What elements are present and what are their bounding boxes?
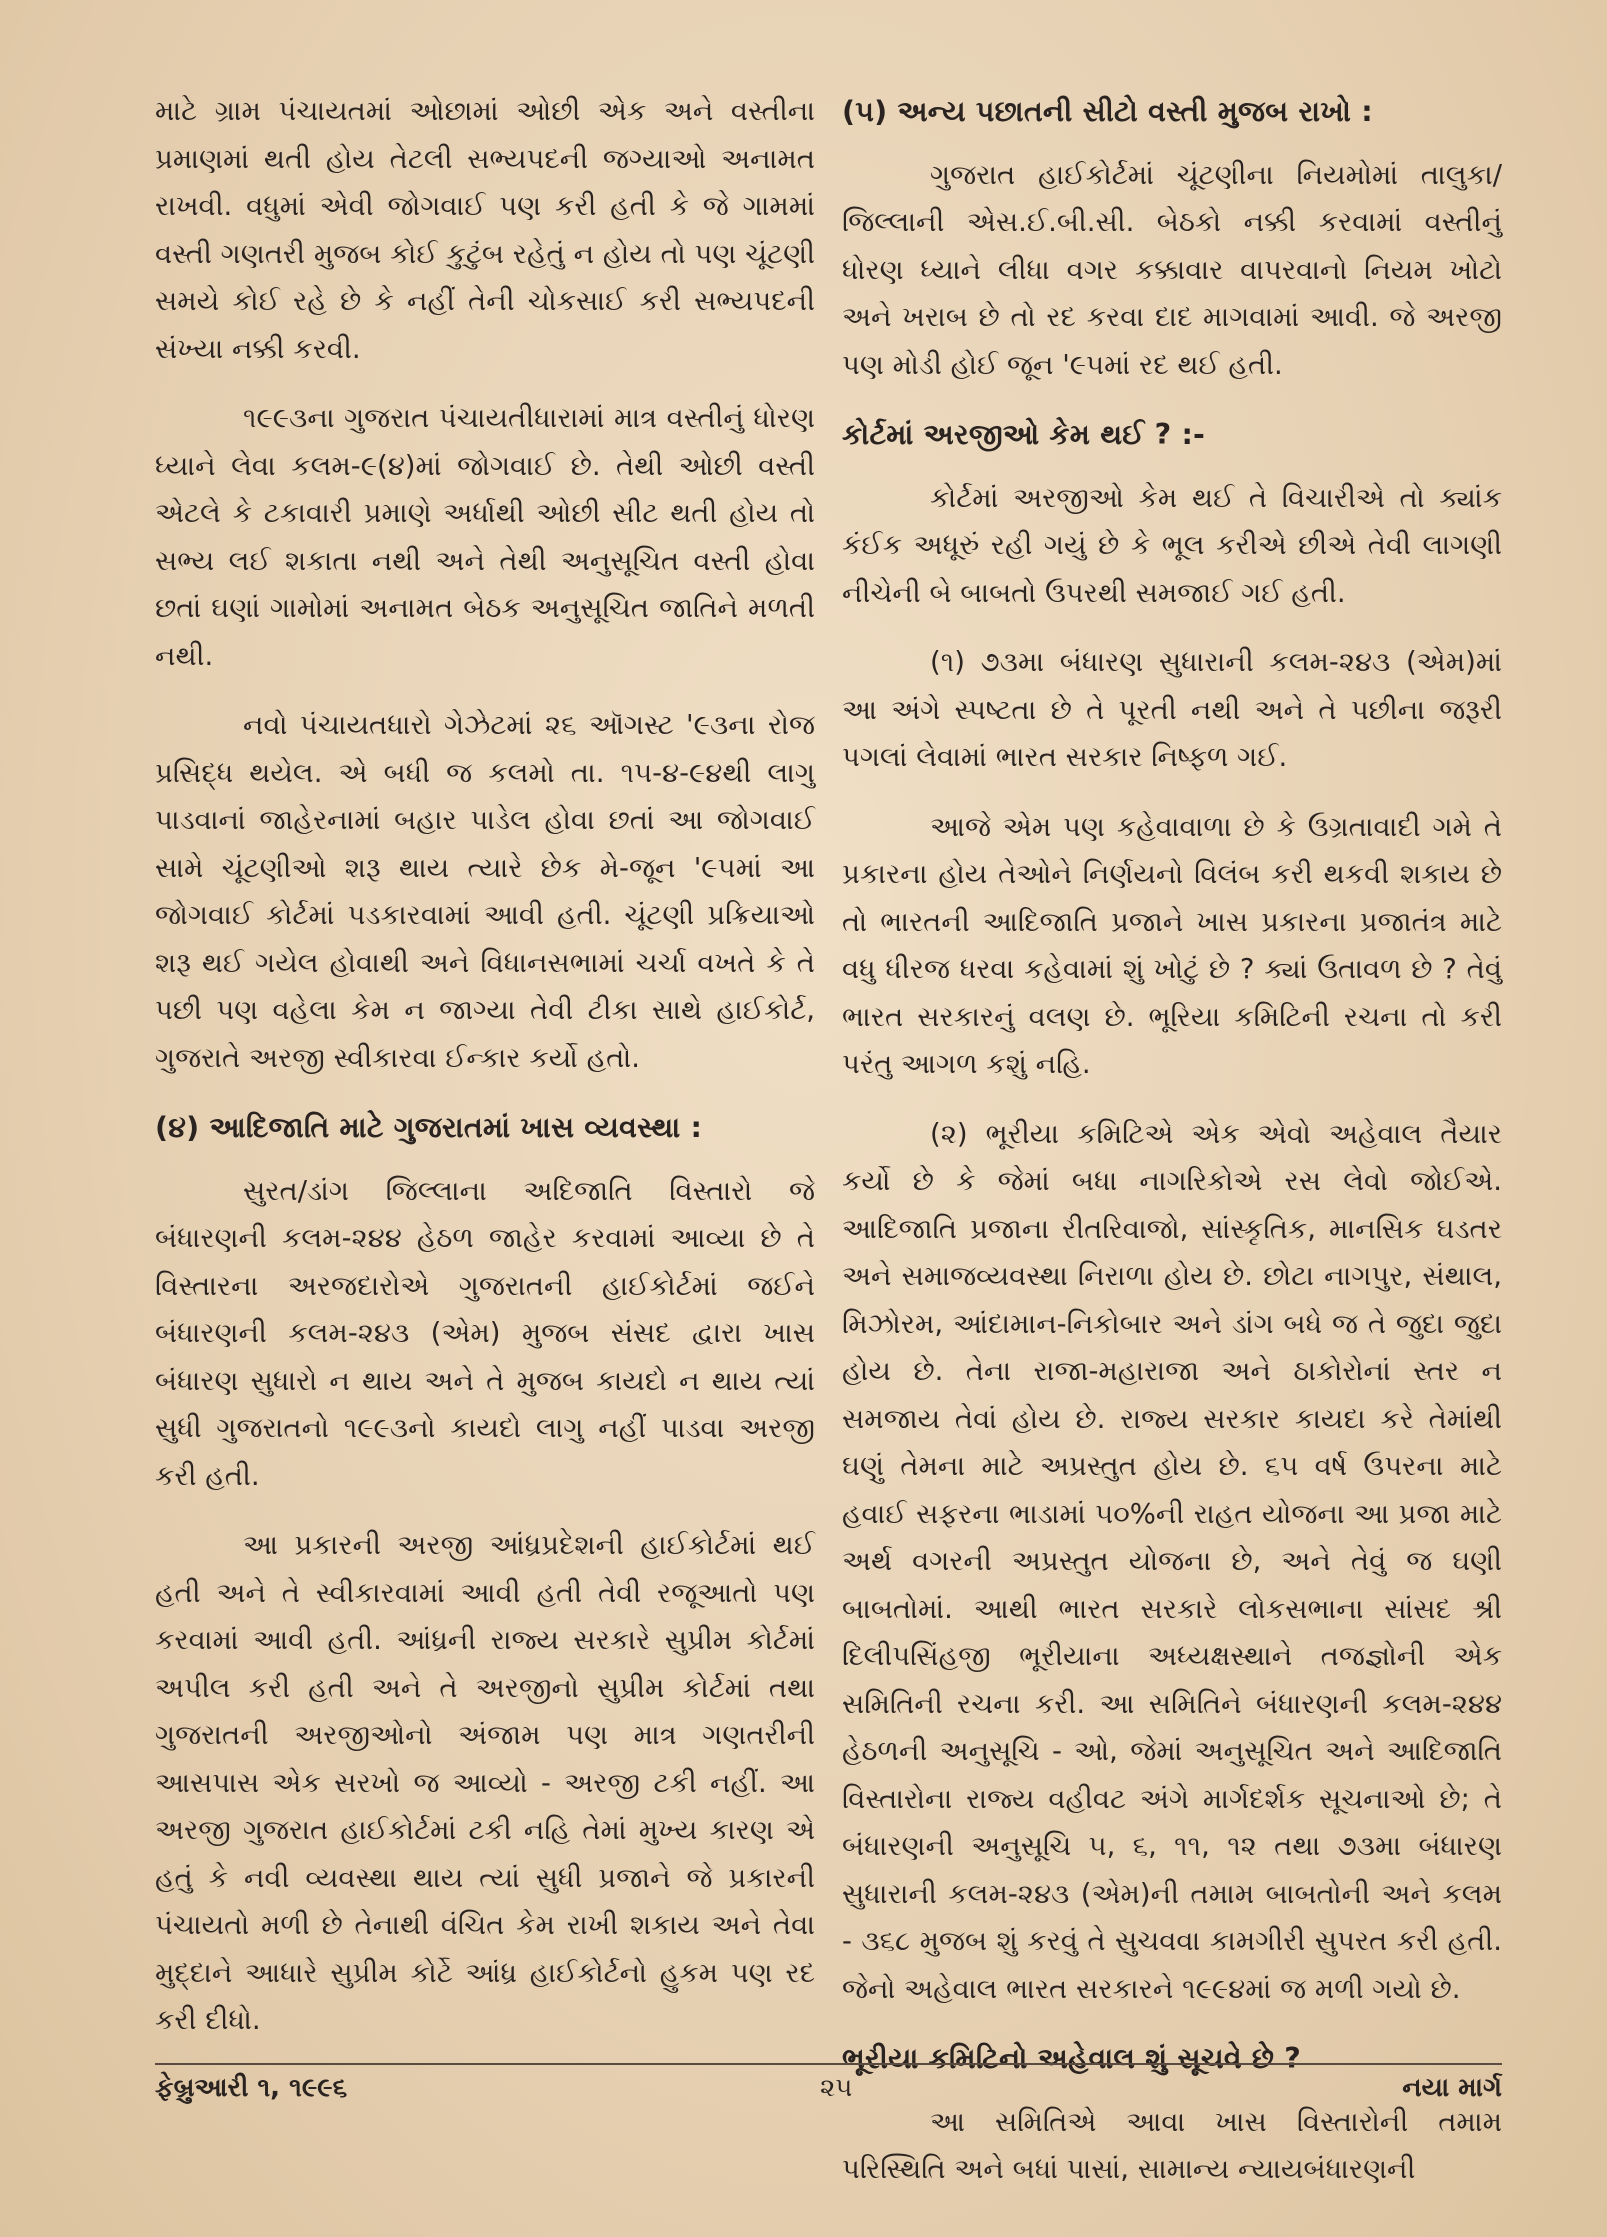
paragraph: (૨) ભૂરીયા કમિટિએ એક એવો અહેવાલ તૈયાર કર્યો છે કે જેમાં બધા નાગરિકોએ રસ લેવો જોઈએ. આદિજાતિ પ્રજાના રીતરિવાજો, સાંસ્કૃતિક, માનસિક ઘડતર અને સમાજવ્યવસ્થા નિરાળા હોય છે. છોટા નાગપુર, સંથાલ, મિઝોરમ, આંદામાન-નિકોબાર અને ડાંગ બધે જ તે જુદા જુદા હોય છે. તેના રાજા-મહારાજા અને ઠાકોરોનાં સ્તર ન સમજાય તેવાં હોય છે. રાજ્ય સરકાર કાયદા કરે તેમાંથી ઘણું તેમના માટે અપ્રસ્તુત હોય છે. ૬૫ વર્ષ ઉપરના માટે હવાઈ સફરના ભાડામાં ૫૦%ની રાહત યોજના આ પ્રજા માટે અર્થ વગરની અપ્રસ્તુત યોજના છે, અને તેવું જ ઘણી બાબતોમાં. આથી ભારત સરકારે લોકસભાના સાંસદ શ્રી દિલીપસિંહજી ભૂરીયાના અધ્યક્ષસ્થાને તજજ્ઞોની એક સમિતિની રચના કરી. આ સમિતિને બંધારણની કલમ-૨૪૪ હેઠળની અનુસૂચિ - ઓ, જેમાં અનુસૂચિત અને આદિજાતિ વિસ્તારોના રાજ્ય વહીવટ અંગે માર્ગદર્શક સૂચનાઓ છે; તે બંધારણની અનુસૂચિ ૫, ૬, ૧૧, ૧૨ તથા ૭૩મા બંધારણ સુધારાની કલમ-૨૪૩ (એમ)ની તમામ બાબતોની અને કલમ - ૩૬૮ મુજબ શું કરવું તે સુચવવા કામગીરી સુપરત કરી હતી. જેનો અહેવાલ ભારત સરકારને ૧૯૯૪માં જ મળી ગયો છે. bbox=[842, 1117, 1502, 2005]
footer-date: ફેબ્રુઆરી ૧, ૧૯૯૬ bbox=[155, 2073, 348, 2103]
page-number: ૨૫ bbox=[820, 2073, 853, 2103]
page-footer bbox=[155, 2073, 1502, 2113]
paragraph: ૧૯૯૩ના ગુજરાત પંચાયતીધારામાં માત્ર વસ્તીનું ધોરણ ધ્યાને લેવા કલમ-૯(૪)માં જોગવાઈ છે. તેથી ઓછી વસ્તી એટલે કે ટકાવારી પ્રમાણે અર્ધાથી ઓછી સીટ થતી હોય તો સભ્ય લઈ શકાતા નથી અને તેથી અનુસૂચિત વસ્તી હોવા છતાં ઘણાં ગામોમાં અનામત બેઠક અનુસૂચિત જાતિને મળતી નથી. bbox=[155, 402, 815, 672]
paragraph: નવો પંચાયતધારો ગેઝેટમાં ૨૬ ઑગસ્ટ '૯૩ના રોજ પ્રસિદ્ધ થયેલ. એ બધી જ કલમો તા. ૧૫-૪-૯૪થી લાગુ પાડવાનાં જાહેરનામાં બહાર પાડેલ હોવા છતાં આ જોગવાઈ સામે ચૂંટણીઓ શરૂ થાય ત્યારે છેક મે-જૂન '૯૫માં આ જોગવાઈ કોર્ટમાં પડકારવામાં આવી હતી. ચૂંટણી પ્રક્રિયાઓ શરૂ થઈ ગયેલ હોવાથી અને વિધાનસભામાં ચર્ચા વખતે કે તે પછી પણ વહેલા કેમ ન જાગ્યા તેવી ટીકા સાથે હાઈકોર્ટ, ગુજરાતે અરજી સ્વીકારવા ઈન્કાર કર્યો હતો. bbox=[155, 709, 815, 1074]
paragraph: આજે એમ પણ કહેવાવાળા છે કે ઉગ્રતાવાદી ગમે તે પ્રકારના હોય તેઓને નિર્ણયનો વિલંબ કરી થકવી શકાય છે તો ભારતની આદિજાતિ પ્રજાને ખાસ પ્રકારના પ્રજાતંત્ર માટે વધુ ધીરજ ધરવા કહેવામાં શું ખોટું છે ? ક્યાં ઉતાવળ છે ? તેવું ભારત સરકારનું વલણ છે. ભૂરિયા કમિટિની રચના તો કરી પરંતુ આગળ કશું નહિ. bbox=[842, 810, 1502, 1080]
paragraph: આ પ્રકારની અરજી આંધ્રપ્રદેશની હાઈકોર્ટમાં થઈ હતી અને તે સ્વીકારવામાં આવી હતી તેવી રજૂઆતો પણ કરવામાં આવી હતી. આંધ્રની રાજ્ય સરકારે સુપ્રીમ કોર્ટમાં અપીલ કરી હતી અને તે અરજીનો સુપ્રીમ કોર્ટમાં તથા ગુજરાતની અરજીઓનો અંજામ પણ માત્ર ગણતરીની આસપાસ એક સરખો જ આવ્યો - અરજી ટકી નહીં. આ અરજી ગુજરાત હાઈકોર્ટમાં ટકી નહિ તેમાં મુખ્ય કારણ એ હતું કે નવી વ્યવસ્થા થાય ત્યાં સુધી પ્રજાને જે પ્રકારની પંચાયતો મળી છે તેનાથી વંચિત કેમ રાખી શકાય અને તેવા મુદ્દાને આધારે સુપ્રીમ કોર્ટે આંધ્ર હાઈકોર્ટનો હુકમ પણ રદ કરી દીધો. bbox=[155, 1529, 815, 2036]
paragraph: (૧) ૭૩મા બંધારણ સુધારાની કલમ-૨૪૩ (એમ)માં આ અંગે સ્પષ્ટતા છે તે પૂરતી નથી અને તે પછીના જરૂરી પગલાં લેવામાં ભારત સરકાર નિષ્ફળ ગઈ. bbox=[842, 646, 1502, 773]
paragraph: કોર્ટમાં અરજીઓ કેમ થઈ તે વિચારીએ તો ક્યાંક કંઈક અધૂરું રહી ગયું છે કે ભૂલ કરીએ છીએ તેવી લાગણી નીચેની બે બાબતો ઉપરથી સમજાઈ ગઈ હતી. bbox=[842, 481, 1502, 609]
footer-divider bbox=[155, 2063, 1502, 2065]
right-column bbox=[842, 88, 1502, 2216]
section-heading: કોર્ટમાં અરજીઓ કેમ થઈ ? :- bbox=[842, 418, 1206, 451]
section-heading: (૫) અન્ય પછાતની સીટો વસ્તી મુજબ રાખો : bbox=[842, 95, 1373, 128]
paragraph: માટે ગ્રામ પંચાયતમાં ઓછામાં ઓછી એક અને વસ્તીના પ્રમાણમાં થતી હોય તેટલી સભ્યપદની જગ્યાઓ અનામત રાખવી. વધુમાં એવી જોગવાઈ પણ કરી હતી કે જે ગામમાં વસ્તી ગણતરી મુજબ કોઈ કુટુંબ રહેતું ન હોય તો પણ ચૂંટણી સમયે કોઈ રહે છે કે નહીં તેની ચોકસાઈ કરી સભ્યપદની સંખ્યા નક્કી કરવી. bbox=[155, 95, 815, 365]
paragraph: ગુજરાત હાઈકોર્ટમાં ચૂંટણીના નિયમોમાં તાલુકા/જિલ્લાની એસ.ઈ.બી.સી. બેઠકો નક્કી કરવામાં વસ્તીનું ધોરણ ધ્યાને લીધા વગર કક્કાવાર વાપરવાનો નિયમ ખોટો અને ખરાબ છે તો રદ કરવા દાદ માગવામાં આવી. જે અરજી પણ મોડી હોઈ જૂન '૯૫માં રદ થઈ હતી. bbox=[842, 158, 1502, 381]
paragraph: આ સમિતિએ આવા ખાસ વિસ્તારોની તમામ પરિસ્થિતિ અને બધાં પાસાં, સામાન્ય ન્યાયબંધારણની bbox=[842, 2105, 1502, 2185]
paragraph: સુરત/ડાંગ જિલ્લાના અદિજાતિ વિસ્તારો જે બંધારણની કલમ-૨૪૪ હેઠળ જાહેર કરવામાં આવ્યા છે તે વિસ્તારના અરજદારોએ ગુજરાતની હાઈકોર્ટમાં જઈને બંધારણની કલમ-૨૪૩ (એમ) મુજબ સંસદ દ્વારા ખાસ બંધારણ સુધારો ન થાય અને તે મુજબ કાયદો ન થાય ત્યાં સુધી ગુજરાતનો ૧૯૯૩નો કાયદો લાગુ નહીં પાડવા અરજી કરી હતી. bbox=[155, 1174, 815, 1492]
section-heading: (૪) આદિજાતિ માટે ગુજરાતમાં ખાસ વ્યવસ્થા : bbox=[155, 1111, 703, 1144]
left-column bbox=[155, 88, 815, 2067]
publication-name: નયા માર્ગ bbox=[1402, 2073, 1502, 2103]
section-heading: ભૂરીયા કમિટિનો અહેવાલ શું સૂચવે છે ? bbox=[842, 2042, 1302, 2075]
